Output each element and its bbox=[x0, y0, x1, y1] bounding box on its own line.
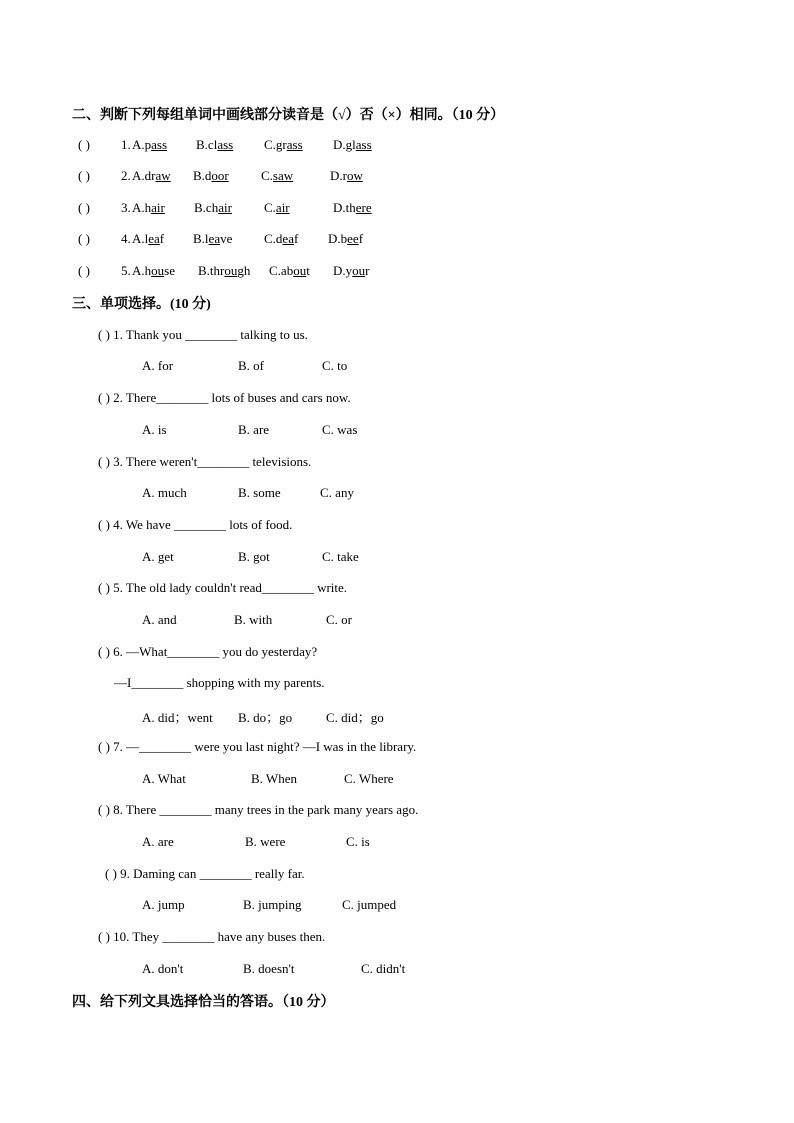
choice-c[interactable]: C. Where bbox=[344, 771, 394, 786]
question-stem: ( ) 7. —________ were you last night? —I was in the library. bbox=[98, 739, 417, 754]
word-option-b bbox=[193, 168, 229, 184]
underlined-part: ea bbox=[282, 231, 294, 246]
underlined-part: ou bbox=[352, 263, 366, 278]
word-suffix: f bbox=[358, 231, 364, 246]
question-stem: ( ) 10. They ________ have any buses then. bbox=[98, 929, 326, 944]
word-option-c bbox=[264, 137, 303, 153]
choice-a[interactable]: A. and bbox=[142, 612, 177, 627]
word-prefix: C.d bbox=[264, 231, 283, 246]
choice-c[interactable]: C. did；go bbox=[326, 710, 384, 725]
section2-heading: 二、判断下列每组单词中画线部分读音是（√）否（×）相同。（10 分） bbox=[72, 108, 505, 123]
underlined-part: ass bbox=[355, 137, 372, 152]
word-prefix: D.r bbox=[330, 168, 347, 183]
choice-a[interactable]: A. is bbox=[142, 422, 167, 437]
word-option-b bbox=[193, 231, 232, 247]
choice-b[interactable]: B. got bbox=[238, 549, 270, 564]
word-prefix: B.d bbox=[193, 168, 212, 183]
choice-c[interactable]: C. is bbox=[346, 834, 370, 849]
choice-b[interactable]: B. were bbox=[245, 834, 286, 849]
word-prefix: C.ab bbox=[269, 263, 294, 278]
section4-heading: 四、给下列文具选择恰当的答语。（10 分） bbox=[72, 995, 335, 1010]
underlined-part: ow bbox=[346, 168, 363, 183]
word-option-b bbox=[196, 137, 233, 153]
word-option-a bbox=[132, 263, 175, 279]
choice-a[interactable]: A. are bbox=[142, 834, 174, 849]
underlined-part: ou bbox=[151, 263, 165, 278]
word-prefix: D.gl bbox=[333, 137, 356, 152]
word-prefix: A.l bbox=[132, 231, 149, 246]
word-option-c bbox=[269, 263, 310, 279]
choice-b[interactable]: B. doesn't bbox=[243, 961, 295, 976]
choice-b[interactable]: B. are bbox=[238, 422, 270, 437]
answer-paren[interactable]: ( ) bbox=[78, 200, 90, 215]
underlined-part: air bbox=[275, 200, 290, 215]
word-option-c bbox=[264, 200, 290, 216]
word-option-a bbox=[132, 137, 167, 153]
word-prefix: A.h bbox=[132, 263, 152, 278]
choice-b[interactable]: B. do；go bbox=[238, 710, 293, 725]
choice-c[interactable]: C. or bbox=[326, 612, 352, 627]
word-option-a bbox=[132, 168, 171, 184]
question-stem: ( ) 1. Thank you ________ talking to us. bbox=[98, 327, 308, 342]
question-stem: ( ) 6. —What________ you do yesterday? bbox=[98, 644, 318, 659]
choice-c[interactable]: C. to bbox=[322, 358, 348, 373]
word-option-b bbox=[194, 200, 232, 216]
word-suffix: f bbox=[293, 231, 299, 246]
word-option-d bbox=[333, 263, 369, 279]
item-number: 5. bbox=[121, 263, 131, 278]
choice-a[interactable]: A. get bbox=[142, 549, 174, 564]
word-prefix: C. bbox=[261, 168, 273, 183]
item-number: 4. bbox=[121, 231, 131, 246]
question-stem: ( ) 3. There weren't________ televisions. bbox=[98, 454, 312, 469]
choice-c[interactable]: C. didn't bbox=[361, 961, 406, 976]
underlined-part: ass bbox=[151, 137, 168, 152]
question-stem: ( ) 9. Daming can ________ really far. bbox=[105, 866, 305, 881]
choice-c[interactable]: C. was bbox=[322, 422, 358, 437]
item-number: 2. bbox=[121, 168, 131, 183]
answer-paren[interactable]: ( ) bbox=[78, 231, 90, 246]
word-prefix: B.ch bbox=[194, 200, 219, 215]
word-option-c bbox=[264, 231, 298, 247]
word-prefix: A.p bbox=[132, 137, 152, 152]
underlined-part: aw bbox=[155, 168, 171, 183]
word-option-a bbox=[132, 200, 165, 216]
item-number: 1. bbox=[121, 137, 131, 152]
word-prefix: D.b bbox=[328, 231, 348, 246]
underlined-part: air bbox=[151, 200, 165, 215]
word-option-d bbox=[333, 137, 372, 153]
underlined-part: ou bbox=[224, 263, 238, 278]
underlined-part: saw bbox=[272, 168, 294, 183]
word-prefix: D.th bbox=[333, 200, 356, 215]
underlined-part: ou bbox=[293, 263, 307, 278]
question-stem-reply: —I________ shopping with my parents. bbox=[114, 675, 325, 690]
underlined-part: ee bbox=[347, 231, 359, 246]
word-prefix: B.thr bbox=[198, 263, 225, 278]
word-suffix: r bbox=[365, 263, 370, 278]
word-prefix: D.y bbox=[333, 263, 353, 278]
choice-a[interactable]: A. for bbox=[142, 358, 174, 373]
underlined-part: ass bbox=[217, 137, 234, 152]
item-number: 3. bbox=[121, 200, 131, 215]
word-option-c bbox=[261, 168, 293, 184]
word-prefix: C.gr bbox=[264, 137, 287, 152]
choice-a[interactable]: A. did；went bbox=[142, 710, 213, 725]
choice-a[interactable]: A. What bbox=[142, 771, 186, 786]
underlined-part: ea bbox=[208, 231, 221, 246]
question-stem: ( ) 8. There ________ many trees in the park many years ago. bbox=[98, 802, 419, 817]
word-option-d bbox=[330, 168, 363, 184]
choice-b[interactable]: B. with bbox=[234, 612, 273, 627]
word-prefix: B.cl bbox=[196, 137, 218, 152]
answer-paren[interactable]: ( ) bbox=[78, 137, 90, 152]
word-prefix: A.h bbox=[132, 200, 152, 215]
choice-a[interactable]: A. much bbox=[142, 485, 187, 500]
choice-a[interactable]: A. jump bbox=[142, 897, 185, 912]
word-prefix: A.dr bbox=[132, 168, 156, 183]
word-option-a bbox=[132, 231, 164, 247]
word-option-d bbox=[328, 231, 363, 247]
choice-b[interactable]: B. jumping bbox=[243, 897, 302, 912]
choice-c[interactable]: C. jumped bbox=[342, 897, 397, 912]
section3-heading: 三、单项选择。(10 分) bbox=[72, 297, 211, 312]
answer-paren[interactable]: ( ) bbox=[78, 168, 90, 183]
word-suffix: f bbox=[159, 231, 165, 246]
answer-paren[interactable]: ( ) bbox=[78, 263, 90, 278]
choice-b[interactable]: B. of bbox=[238, 358, 264, 373]
word-suffix: gh bbox=[237, 263, 251, 278]
choice-b[interactable]: B. When bbox=[251, 771, 297, 786]
word-prefix: C. bbox=[264, 200, 276, 215]
choice-c[interactable]: C. take bbox=[322, 549, 359, 564]
word-suffix: t bbox=[306, 263, 310, 278]
word-suffix: ve bbox=[220, 231, 233, 246]
word-prefix: B.l bbox=[193, 231, 209, 246]
underlined-part: air bbox=[218, 200, 232, 215]
underlined-part: ea bbox=[148, 231, 160, 246]
question-stem: ( ) 5. The old lady couldn't read________ write. bbox=[98, 580, 348, 595]
underlined-part: ass bbox=[286, 137, 303, 152]
word-option-d bbox=[333, 200, 372, 216]
choice-a[interactable]: A. don't bbox=[142, 961, 184, 976]
underlined-part: ere bbox=[355, 200, 372, 215]
question-stem: ( ) 2. There________ lots of buses and cars now. bbox=[98, 390, 351, 405]
word-suffix: se bbox=[164, 263, 175, 278]
choice-b[interactable]: B. some bbox=[238, 485, 281, 500]
word-option-b bbox=[198, 263, 250, 279]
choice-c[interactable]: C. any bbox=[320, 485, 354, 500]
question-stem: ( ) 4. We have ________ lots of food. bbox=[98, 517, 293, 532]
underlined-part: oor bbox=[211, 168, 229, 183]
